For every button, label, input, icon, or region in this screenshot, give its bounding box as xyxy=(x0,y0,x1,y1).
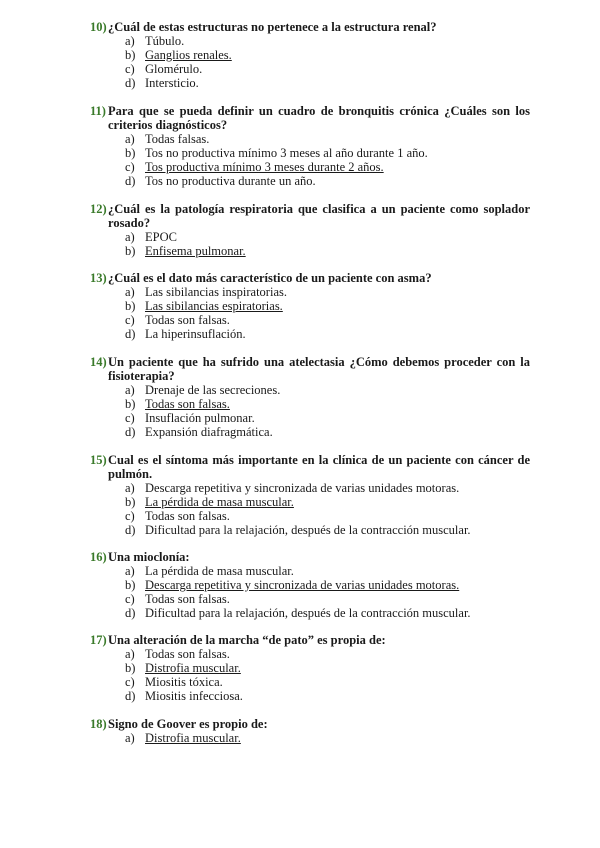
option-text: Todas son falsas. xyxy=(145,509,230,523)
option-text: Todas falsas. xyxy=(145,132,210,146)
option-letter: c) xyxy=(125,160,135,174)
option-letter: c) xyxy=(125,509,135,523)
question-stem xyxy=(90,453,530,481)
question-text: Signo de Goover es propio de: xyxy=(108,717,268,731)
answer-options xyxy=(90,230,530,258)
question-text: ¿Cuál de estas estructuras no pertenece a la estructura renal? xyxy=(108,20,437,34)
option-letter: a) xyxy=(125,132,135,146)
option-text: Expansión diafragmática. xyxy=(145,425,273,439)
option-b xyxy=(90,146,530,160)
question-number: 14) xyxy=(90,355,107,369)
option-a xyxy=(90,564,530,578)
option-text-correct: Enfisema pulmonar. xyxy=(145,244,246,258)
option-letter: b) xyxy=(125,48,136,62)
option-d xyxy=(90,606,530,620)
question-18 xyxy=(90,717,530,745)
option-text: Las sibilancias inspiratorias. xyxy=(145,285,287,299)
option-text: Túbulo. xyxy=(145,34,185,48)
option-text-correct: Las sibilancias espiratorias. xyxy=(145,299,283,313)
option-text: Tos no productiva durante un año. xyxy=(145,174,316,188)
option-a xyxy=(90,383,530,397)
option-text: La hiperinsuflación. xyxy=(145,327,246,341)
option-c xyxy=(90,592,530,606)
option-letter: d) xyxy=(125,425,136,439)
option-b xyxy=(90,397,530,411)
option-letter: d) xyxy=(125,174,136,188)
option-letter: a) xyxy=(125,564,135,578)
question-stem xyxy=(90,550,530,564)
option-text: Intersticio. xyxy=(145,76,199,90)
option-d xyxy=(90,523,530,537)
option-b xyxy=(90,299,530,313)
question-text: ¿Cuál es el dato más característico de un paciente con asma? xyxy=(108,271,432,285)
option-a xyxy=(90,230,530,244)
option-letter: c) xyxy=(125,313,135,327)
question-13 xyxy=(90,271,530,341)
question-number: 18) xyxy=(90,717,107,731)
answer-options xyxy=(90,285,530,341)
option-a xyxy=(90,647,530,661)
option-letter: d) xyxy=(125,606,136,620)
option-c xyxy=(90,509,530,523)
question-number: 11) xyxy=(90,104,106,118)
option-text-correct: Distrofia muscular. xyxy=(145,661,241,675)
question-17 xyxy=(90,633,530,703)
option-text: Miositis tóxica. xyxy=(145,675,223,689)
option-b xyxy=(90,578,530,592)
answer-options xyxy=(90,383,530,439)
question-11 xyxy=(90,104,530,188)
option-letter: b) xyxy=(125,146,136,160)
question-stem xyxy=(90,717,530,731)
option-letter: a) xyxy=(125,647,135,661)
option-text-correct: Distrofia muscular. xyxy=(145,731,241,745)
option-letter: b) xyxy=(125,661,136,675)
option-d xyxy=(90,327,530,341)
option-letter: b) xyxy=(125,397,136,411)
option-text: Descarga repetitiva y sincronizada de varias unidades motoras. xyxy=(145,481,460,495)
answer-options xyxy=(90,34,530,90)
question-number: 16) xyxy=(90,550,107,564)
option-letter: d) xyxy=(125,76,136,90)
option-text-correct: Tos productiva mínimo 3 meses durante 2 años. xyxy=(145,160,384,174)
question-14 xyxy=(90,355,530,439)
option-d xyxy=(90,174,530,188)
answer-options xyxy=(90,481,530,537)
option-b xyxy=(90,661,530,675)
question-stem xyxy=(90,355,530,383)
answer-options xyxy=(90,132,530,188)
option-c xyxy=(90,675,530,689)
option-letter: b) xyxy=(125,299,136,313)
option-letter: b) xyxy=(125,495,136,509)
answer-options xyxy=(90,731,530,745)
question-15 xyxy=(90,453,530,537)
question-number: 15) xyxy=(90,453,107,467)
question-number: 12) xyxy=(90,202,107,216)
option-text-correct: Descarga repetitiva y sincronizada de varias unidades motoras. xyxy=(145,578,460,592)
option-text: Drenaje de las secreciones. xyxy=(145,383,281,397)
option-letter: b) xyxy=(125,578,136,592)
option-text-correct: Todas son falsas. xyxy=(145,397,230,411)
question-stem xyxy=(90,271,530,285)
option-letter: a) xyxy=(125,230,135,244)
question-stem xyxy=(90,633,530,647)
option-text: Dificultad para la relajación, después de la contracción muscular. xyxy=(145,523,471,537)
option-letter: c) xyxy=(125,62,135,76)
option-a xyxy=(90,285,530,299)
question-number: 10) xyxy=(90,20,107,34)
option-c xyxy=(90,313,530,327)
option-text: Glomérulo. xyxy=(145,62,203,76)
option-text: Tos no productiva mínimo 3 meses al año durante 1 año. xyxy=(145,146,428,160)
option-text: Insuflación pulmonar. xyxy=(145,411,255,425)
question-12 xyxy=(90,202,530,258)
question-stem xyxy=(90,104,530,132)
option-letter: b) xyxy=(125,244,136,258)
option-letter: c) xyxy=(125,411,135,425)
option-letter: d) xyxy=(125,327,136,341)
option-text: La pérdida de masa muscular. xyxy=(145,564,294,578)
option-letter: a) xyxy=(125,481,135,495)
option-text: Todas son falsas. xyxy=(145,592,230,606)
option-letter: a) xyxy=(125,383,135,397)
option-c xyxy=(90,411,530,425)
question-text: ¿Cuál es la patología respiratoria que clasifica a un paciente como soplador rosado? xyxy=(108,202,530,230)
option-letter: a) xyxy=(125,34,135,48)
answer-options xyxy=(90,647,530,703)
option-a xyxy=(90,481,530,495)
option-d xyxy=(90,76,530,90)
option-text: Todas son falsas. xyxy=(145,313,230,327)
option-letter: c) xyxy=(125,592,135,606)
option-d xyxy=(90,425,530,439)
option-a xyxy=(90,34,530,48)
option-text: Miositis infecciosa. xyxy=(145,689,243,703)
question-number: 13) xyxy=(90,271,107,285)
option-c xyxy=(90,62,530,76)
question-text: Cual es el síntoma más importante en la clínica de un paciente con cáncer de pulmón. xyxy=(108,453,530,481)
question-stem xyxy=(90,202,530,230)
option-b xyxy=(90,495,530,509)
option-text-correct: La pérdida de masa muscular. xyxy=(145,495,294,509)
option-letter: c) xyxy=(125,675,135,689)
question-16 xyxy=(90,550,530,620)
question-text: Para que se pueda definir un cuadro de bronquitis crónica ¿Cuáles son los criterios diagnósticos? xyxy=(108,104,530,132)
option-text: Dificultad para la relajación, después de la contracción muscular. xyxy=(145,606,471,620)
option-text-correct: Ganglios renales. xyxy=(145,48,232,62)
option-d xyxy=(90,689,530,703)
question-stem xyxy=(90,20,530,34)
question-text: Una mioclonía: xyxy=(108,550,190,564)
option-a xyxy=(90,132,530,146)
question-text: Una alteración de la marcha “de pato” es propia de: xyxy=(108,633,386,647)
option-letter: a) xyxy=(125,285,135,299)
option-letter: d) xyxy=(125,689,136,703)
option-b xyxy=(90,244,530,258)
option-letter: a) xyxy=(125,731,135,745)
option-b xyxy=(90,48,530,62)
option-text: Todas son falsas. xyxy=(145,647,230,661)
answer-options xyxy=(90,564,530,620)
question-10 xyxy=(90,20,530,90)
question-number: 17) xyxy=(90,633,107,647)
option-text: EPOC xyxy=(145,230,177,244)
option-c xyxy=(90,160,530,174)
option-letter: d) xyxy=(125,523,136,537)
question-text: Un paciente que ha sufrido una atelectasia ¿Cómo debemos proceder con la fisioterapia? xyxy=(108,355,530,383)
option-a xyxy=(90,731,530,745)
